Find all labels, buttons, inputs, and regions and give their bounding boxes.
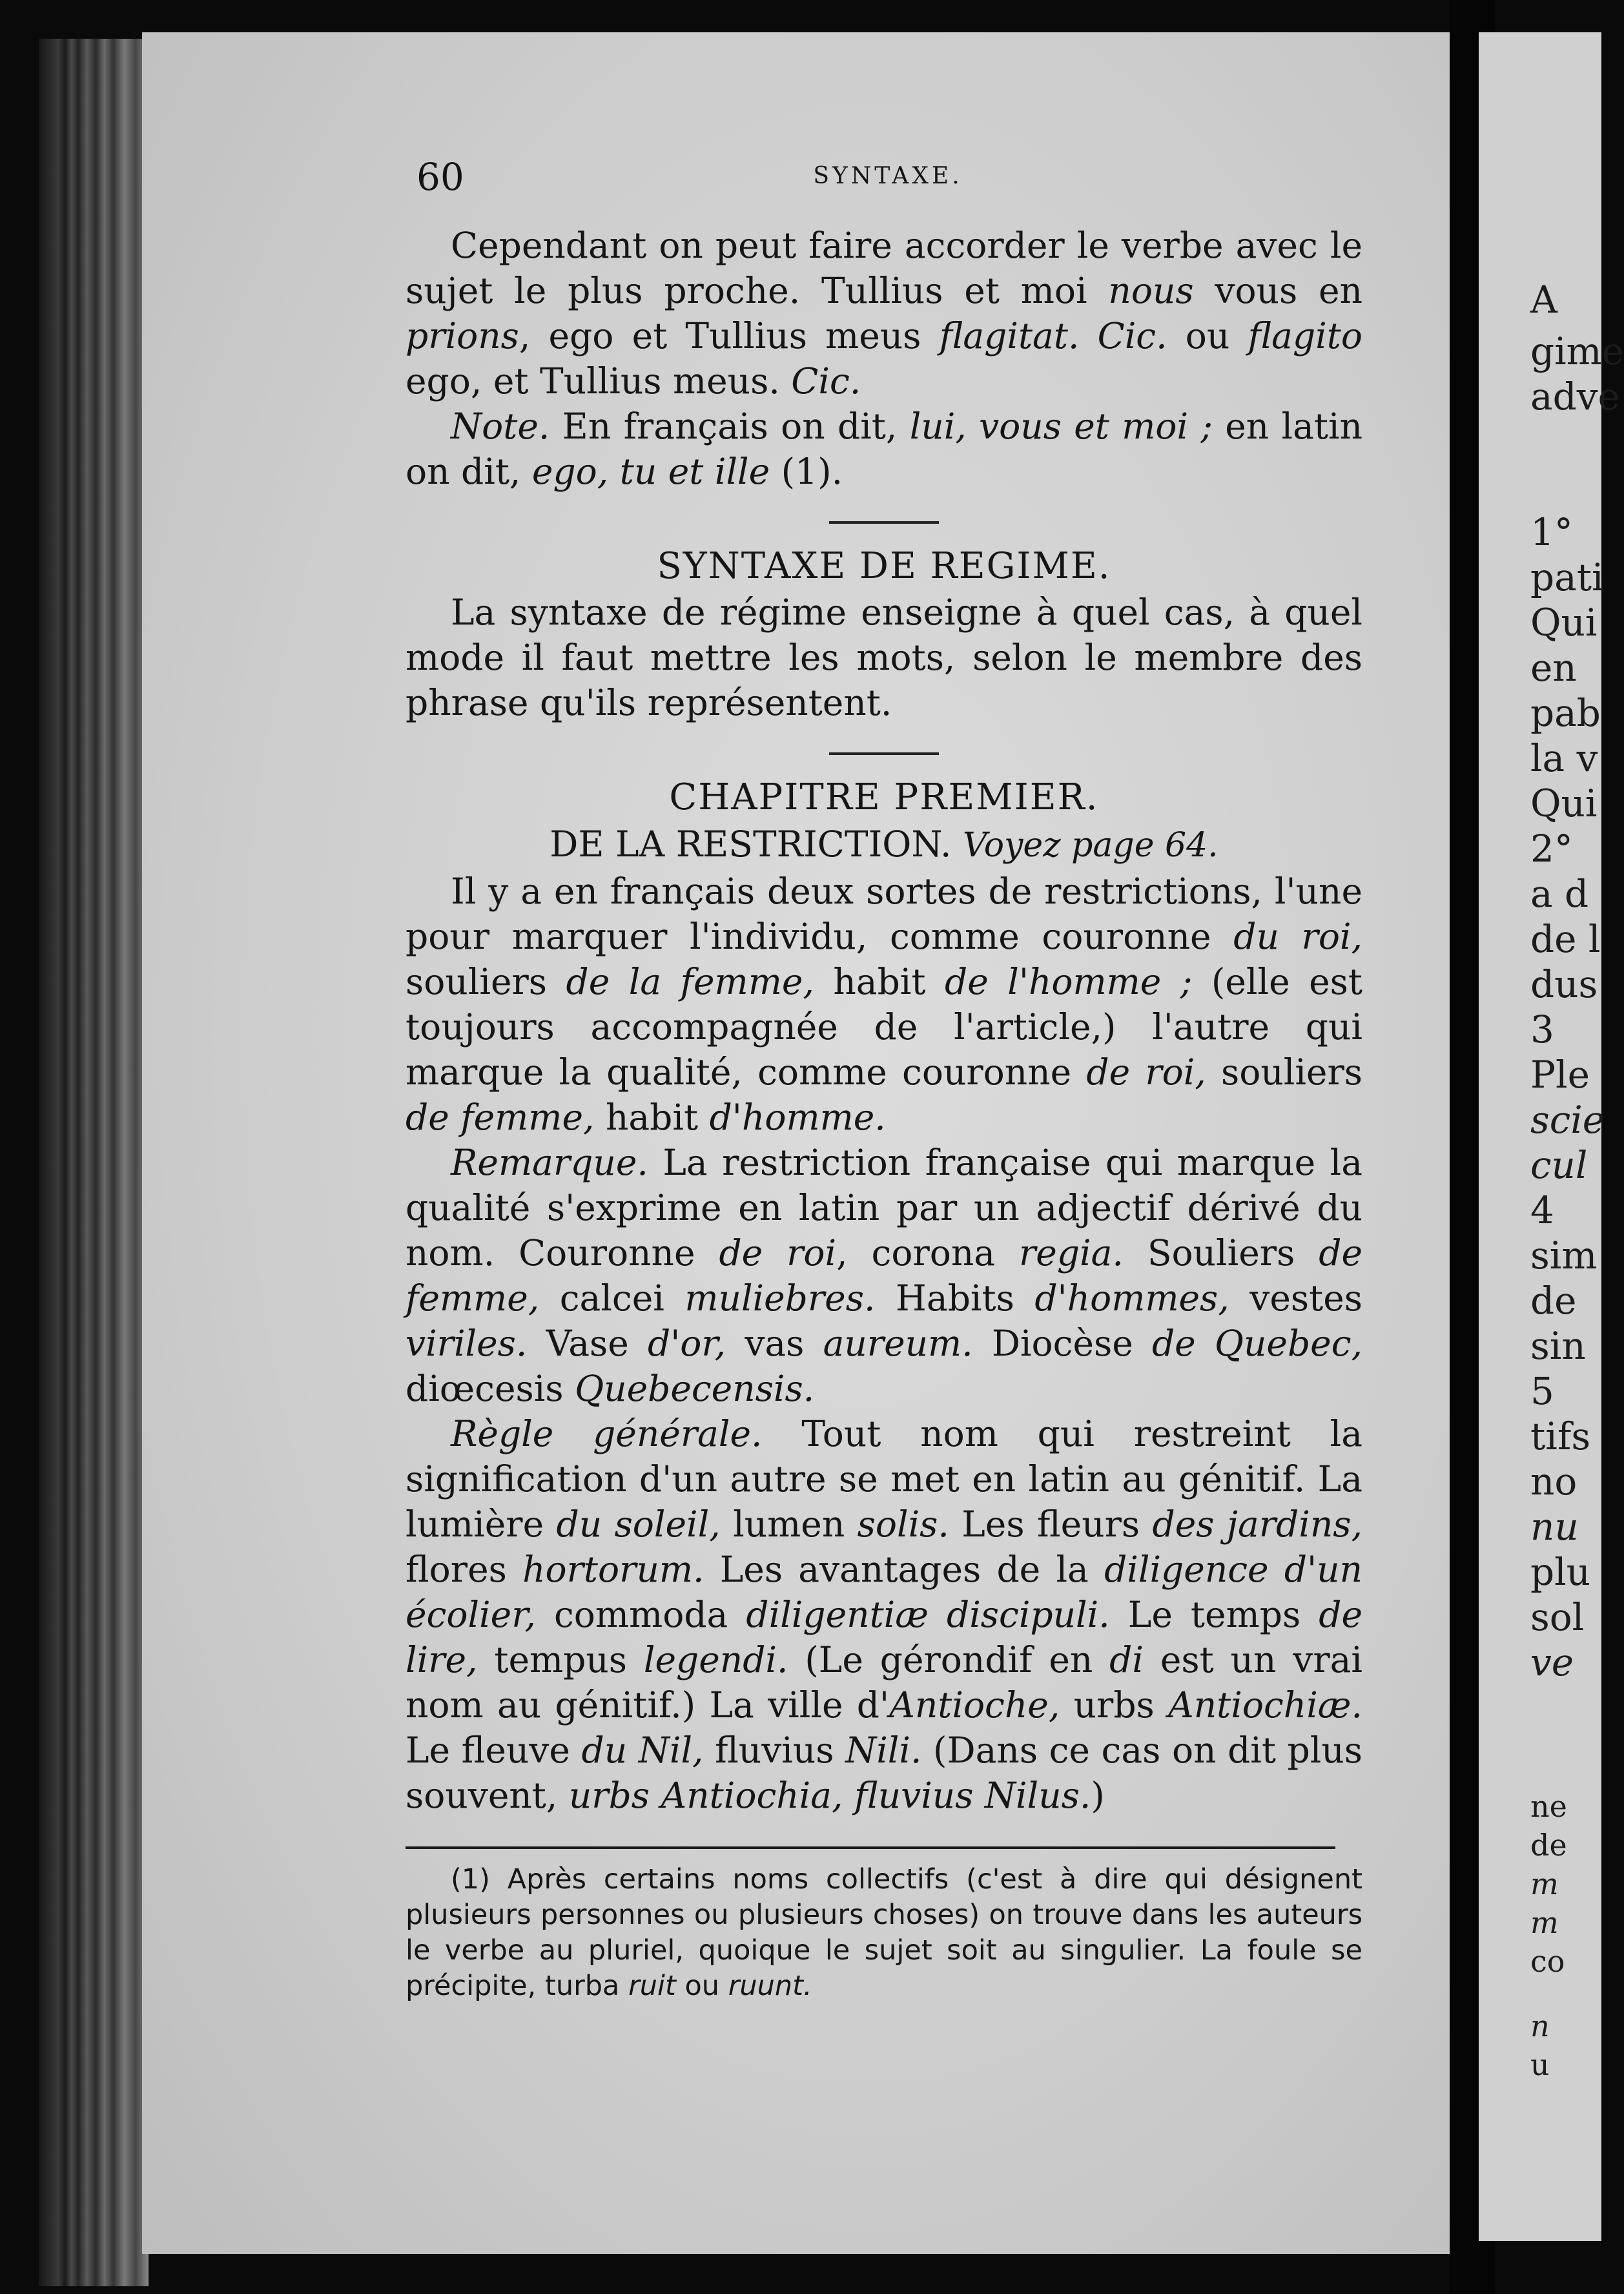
chapter-heading: CHAPITRE PREMIER.	[669, 776, 1099, 818]
paragraph-agreement	[406, 223, 1362, 404]
text-run: Vase	[527, 1323, 648, 1364]
facing-line: Qui	[1530, 781, 1598, 825]
text-run: diligentiæ discipuli.	[746, 1594, 1110, 1635]
text-run: Souliers	[1123, 1232, 1319, 1274]
facing-line: pati	[1530, 555, 1604, 599]
facing-page-fragment	[1479, 32, 1624, 2241]
text-run: muliebres.	[684, 1277, 876, 1319]
text-run: vous en	[1193, 270, 1362, 311]
text-run: de femme,	[406, 1232, 1362, 1319]
paragraph-general-rule	[406, 1411, 1362, 1818]
facing-line: en	[1530, 646, 1577, 690]
text-run: Les avantages de la	[704, 1549, 1105, 1590]
facing-line: no	[1530, 1460, 1578, 1504]
text-run: (elle est toujours accompagnée de l'article,) l'autre qui marque la qualité, comme couronne	[406, 961, 1362, 1093]
text-run: d'hommes,	[1034, 1277, 1229, 1319]
text-run: vestes	[1229, 1277, 1362, 1319]
text-run: nous	[1108, 270, 1194, 311]
text-run: , ego et Tullius meus	[519, 315, 940, 356]
text-run: de femme,	[406, 1097, 595, 1138]
text-run: ruunt.	[728, 1970, 812, 2002]
text-run: aureum.	[823, 1323, 973, 1364]
facing-line: ve	[1530, 1640, 1574, 1684]
section-divider	[829, 752, 939, 755]
text-run: Remarque.	[451, 1142, 648, 1183]
text-run: commoda	[535, 1594, 746, 1635]
text-run: diligence d'un écolier,	[406, 1549, 1362, 1635]
facing-line: 4	[1530, 1188, 1554, 1232]
page-header	[416, 155, 1359, 200]
text-run: de roi	[719, 1232, 837, 1274]
text-run: (1).	[770, 451, 843, 492]
page-body	[406, 223, 1362, 2004]
paragraph-definition: La syntaxe de régime enseigne à quel cas, à quel mode il faut mettre les mots, selon le membre des phrase qu'ils représentent.	[406, 592, 1362, 723]
facing-line: plu	[1530, 1550, 1591, 1594]
text-run: Tout nom qui restreint la signification d'un autre se met en latin au génitif. La lumière	[406, 1413, 1362, 1545]
text-run: du roi,	[1233, 916, 1362, 957]
section-heading: SYNTAXE DE REGIME.	[657, 545, 1111, 587]
paragraph-remark	[406, 1140, 1362, 1411]
text-run: de Quebec,	[1151, 1323, 1362, 1364]
text-run: (Dans ce cas on dit plus souvent,	[406, 1730, 1362, 1816]
text-run: ego, et Tullius meus.	[406, 360, 792, 402]
text-run: flagitat. Cic.	[939, 315, 1167, 356]
text-run: de lire,	[406, 1594, 1362, 1680]
facing-line: A	[1530, 278, 1557, 322]
paragraph-note	[406, 404, 1362, 494]
text-run: du Nil,	[581, 1730, 704, 1771]
text-run: Cependant on peut faire accorder le verbe avec le sujet le plus proche. Tullius et moi	[406, 225, 1362, 311]
facing-line: m	[1530, 1866, 1559, 1901]
facing-line: scie	[1530, 1098, 1605, 1142]
facing-line: cul	[1530, 1143, 1588, 1187]
text-run: Note.	[451, 406, 550, 447]
text-run: viriles.	[406, 1323, 528, 1364]
section-divider	[829, 521, 939, 524]
text-run: (1) Après certains noms collectifs (c'est à dire qui désignent plusieurs personnes ou plusieurs choses) on trouve dans les auteurs le verbe au pluriel, quoique le sujet soit au singulier. La foule se précipite, turba	[406, 1863, 1362, 2002]
text-run: vas	[726, 1323, 823, 1364]
text-run: lui, vous et moi ;	[909, 406, 1213, 447]
text-run: Voyez page 64.	[962, 826, 1218, 865]
text-run: urbs Antiochia, fluvius Nilus.	[568, 1775, 1091, 1816]
facing-line: de	[1530, 1279, 1577, 1323]
text-run: Règle générale.	[451, 1413, 763, 1454]
facing-line: tifs	[1530, 1414, 1591, 1458]
text-run: flagito	[1248, 315, 1362, 356]
facing-line: 5	[1530, 1369, 1554, 1413]
facing-line: n	[1530, 2009, 1550, 2043]
text-run: ego, tu et ille	[531, 451, 770, 492]
text-run: de la femme,	[566, 961, 814, 1002]
running-title: SYNTAXE.	[813, 163, 963, 189]
text-run: calcei	[539, 1277, 685, 1319]
paragraph-restrictions	[406, 869, 1362, 1140]
facing-line: 2°	[1530, 827, 1573, 871]
text-run: Cic.	[791, 360, 861, 402]
text-run: Antioche,	[889, 1684, 1060, 1726]
facing-line: dus	[1530, 962, 1598, 1006]
text-run: Antiochiæ.	[1168, 1684, 1362, 1726]
text-run: diœcesis	[406, 1368, 575, 1409]
facing-line: a d	[1530, 872, 1589, 916]
text-run: (Le gérondif en	[788, 1639, 1110, 1680]
text-run: La restriction française qui marque la qualité s'exprime en latin par un adjectif dérivé du nom. Couronne	[406, 1142, 1362, 1274]
text-run: en latin on dit,	[406, 406, 1362, 492]
text-run: solis.	[857, 1504, 949, 1545]
text-run: flores	[406, 1549, 523, 1590]
book-page-edges	[39, 39, 149, 2286]
text-run: legendi.	[643, 1639, 788, 1680]
text-run: de l'homme ;	[945, 961, 1193, 1002]
text-run: , corona	[836, 1232, 1019, 1274]
text-run: de roi,	[1086, 1051, 1206, 1093]
text-run: est un vrai nom au génitif.) La ville d'	[406, 1639, 1362, 1726]
text-run: Quebecensis.	[575, 1368, 815, 1409]
text-run: regia.	[1019, 1232, 1124, 1274]
facing-line: co	[1530, 1944, 1565, 1979]
text-run: des jardins,	[1152, 1504, 1362, 1545]
facing-line: u	[1530, 2047, 1550, 2082]
facing-line: ne	[1530, 1789, 1567, 1824]
text-run: ou	[1167, 315, 1248, 356]
facing-line: pab	[1530, 691, 1601, 735]
facing-line: sim	[1530, 1234, 1598, 1277]
facing-line: la v	[1530, 736, 1598, 780]
facing-line: Ple	[1530, 1053, 1590, 1097]
text-run: )	[1091, 1775, 1105, 1816]
text-run: fluvius	[703, 1730, 846, 1771]
text-run: ruit	[628, 1970, 676, 2002]
facing-line: gime	[1530, 329, 1624, 373]
text-run: prions	[406, 315, 519, 356]
facing-line: de	[1530, 1828, 1567, 1863]
text-run: lumen	[720, 1504, 858, 1545]
text-run: tempus	[477, 1639, 644, 1680]
text-run: Habits	[875, 1277, 1035, 1319]
text-run: DE LA RESTRICTION.	[550, 823, 952, 865]
facing-line: Qui	[1530, 601, 1598, 645]
facing-line: adve	[1530, 375, 1620, 418]
text-run: d'or,	[647, 1323, 726, 1364]
text-run: urbs	[1060, 1684, 1169, 1726]
facing-line: 1°	[1530, 510, 1573, 554]
text-run: souliers	[1206, 1051, 1362, 1093]
facing-line: sin	[1530, 1324, 1586, 1368]
text-run: ou	[675, 1970, 728, 2002]
footnote	[406, 1862, 1362, 2004]
text-run: di	[1109, 1639, 1144, 1680]
facing-line: sol	[1530, 1595, 1585, 1639]
facing-line: de l	[1530, 917, 1601, 961]
text-run: habit	[814, 961, 945, 1002]
footnote-rule	[406, 1846, 1335, 1849]
text-run: Nili.	[845, 1730, 922, 1771]
text-run: Le temps	[1109, 1594, 1319, 1635]
text-run: Le fleuve	[406, 1730, 582, 1771]
text-run: Les fleurs	[949, 1504, 1153, 1545]
text-run: Diocèse	[972, 1323, 1152, 1364]
text-run: souliers	[406, 961, 566, 1002]
text-run: du soleil,	[556, 1504, 721, 1545]
text-run: hortorum.	[522, 1549, 704, 1590]
page-number: 60	[416, 155, 464, 199]
chapter-subheading	[406, 821, 1362, 869]
text-run: habit	[594, 1097, 710, 1138]
facing-line: nu	[1530, 1505, 1579, 1549]
text-run: Il y a en français deux sortes de restrictions, l'une pour marquer l'individu, comme couronne	[406, 871, 1362, 957]
text-run: d'homme.	[709, 1097, 886, 1138]
text-run: En français on dit,	[550, 406, 910, 447]
facing-line: 3	[1530, 1008, 1554, 1051]
facing-line: m	[1530, 1905, 1559, 1940]
